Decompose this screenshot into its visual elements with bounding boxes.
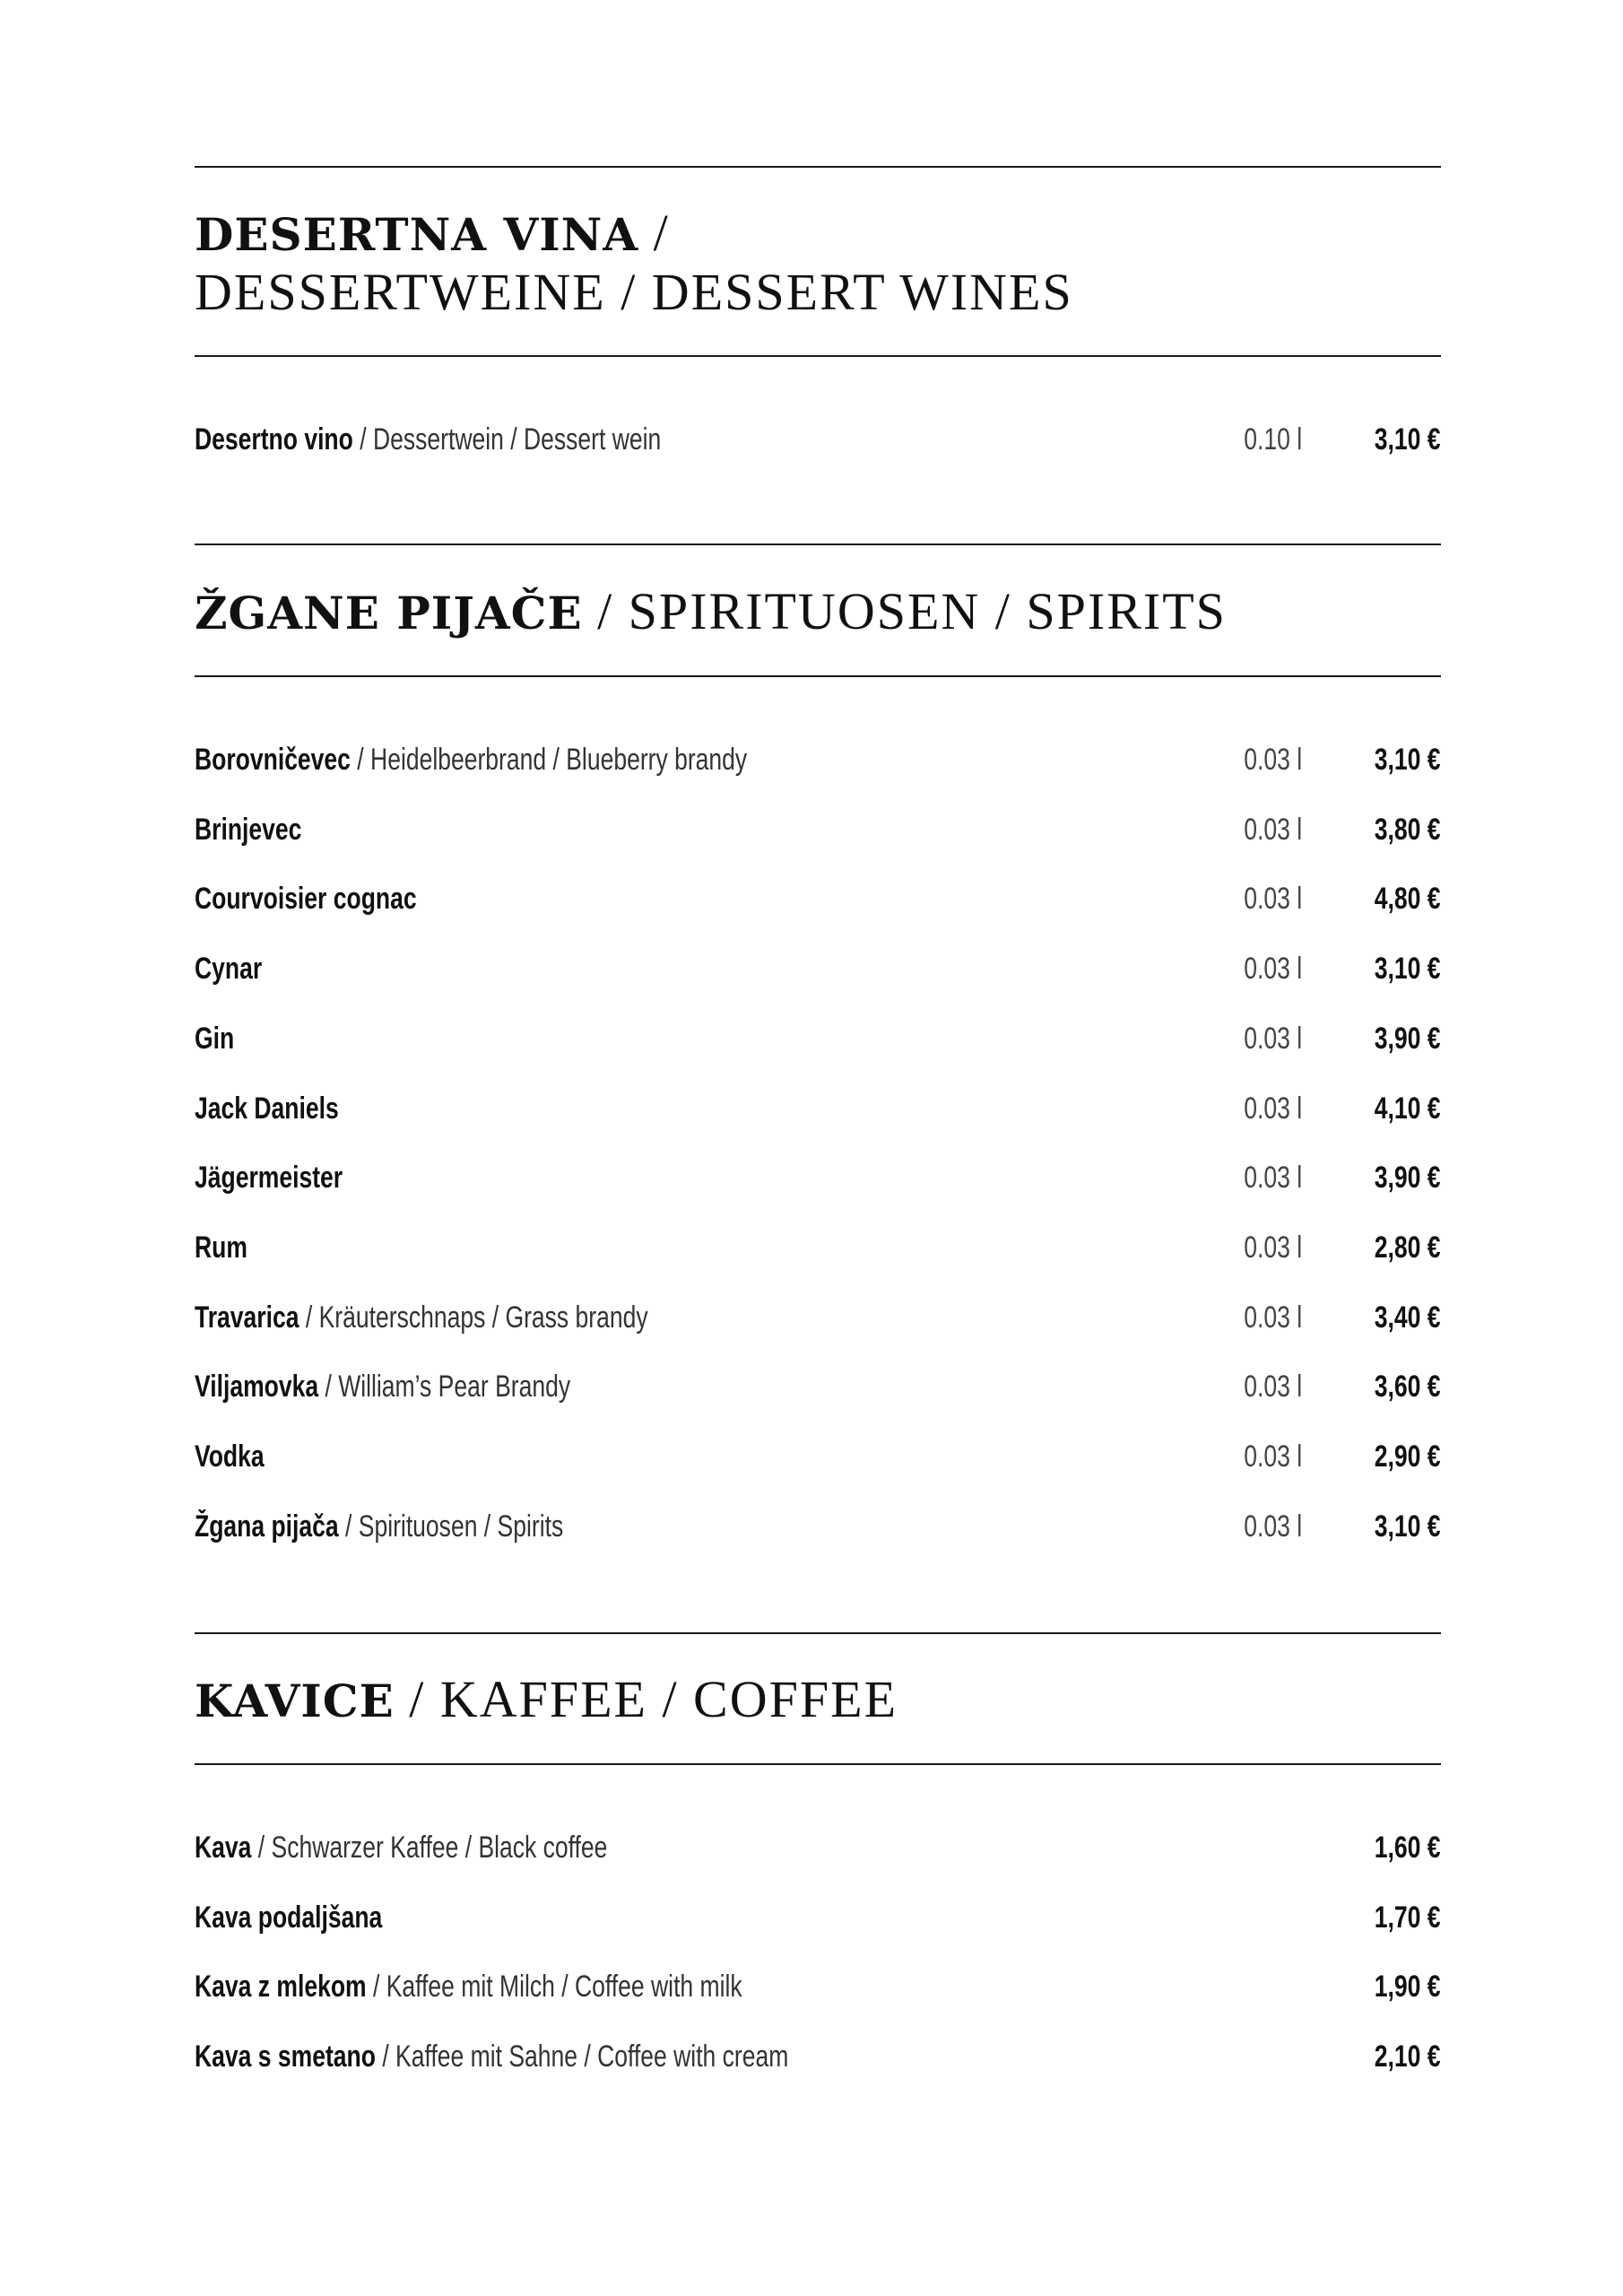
menu-item	[195, 1364, 1441, 1409]
menu-item	[195, 876, 1441, 921]
menu-item	[195, 1295, 1441, 1340]
menu-item	[195, 807, 1441, 852]
item-price: 1,70 €	[1375, 1900, 1441, 1935]
item-name: Cynar	[195, 952, 263, 987]
heading-separator: /	[638, 204, 670, 262]
item-name: Travarica	[195, 1300, 299, 1335]
heading-main: DESERTNA VINA	[195, 208, 639, 261]
section-heading-dessert-wines	[195, 204, 1441, 321]
menu-item	[195, 2034, 1441, 2079]
item-price: 4,10 €	[1375, 1091, 1441, 1126]
item-name: Jack Daniels	[195, 1091, 339, 1126]
heading-main: KAVICE	[195, 1674, 395, 1727]
item-translation: / Kaffee mit Milch / Coffee with milk	[366, 1970, 742, 2005]
item-name: Desertno vino	[195, 422, 353, 457]
section-divider	[195, 675, 1441, 677]
item-volume: 0.03 l	[1244, 952, 1302, 987]
menu-item	[195, 1434, 1441, 1479]
section-heading-coffee	[195, 1671, 1441, 1730]
item-price: 1,90 €	[1375, 1970, 1441, 2005]
item-price: 3,90 €	[1375, 1021, 1441, 1056]
item-name: Kava z mlekom	[195, 1970, 367, 2005]
menu-item	[195, 737, 1441, 782]
item-volume: 0.03 l	[1244, 1300, 1302, 1335]
item-price: 3,10 €	[1375, 952, 1441, 987]
heading-translations: / SPIRITUOSEN / SPIRITS	[582, 582, 1227, 640]
item-price: 3,80 €	[1375, 812, 1441, 847]
menu-item	[195, 1155, 1441, 1200]
item-price: 2,80 €	[1375, 1230, 1441, 1265]
item-translation: / Kaffee mit Sahne / Coffee with cream	[375, 2039, 789, 2074]
item-name: Kava	[195, 1831, 252, 1865]
item-price: 1,60 €	[1375, 1831, 1441, 1865]
item-name: Gin	[195, 1021, 235, 1056]
menu-item	[195, 1504, 1441, 1549]
item-translation: / Kräuterschnaps / Grass brandy	[299, 1300, 648, 1335]
item-name: Viljamovka	[195, 1370, 319, 1405]
item-price: 3,40 €	[1375, 1300, 1441, 1335]
item-price: 3,10 €	[1375, 422, 1441, 457]
item-translation: / Schwarzer Kaffee / Black coffee	[251, 1831, 608, 1865]
item-volume: 0.03 l	[1244, 1021, 1302, 1056]
heading-main: ŽGANE PIJAČE	[195, 587, 583, 639]
section-divider	[195, 166, 1441, 168]
heading-translations: / KAFFEE / COFFEE	[394, 1670, 898, 1728]
item-price: 4,80 €	[1375, 882, 1441, 917]
menu-item	[195, 1016, 1441, 1061]
item-translation: / Heidelbeerbrand / Blueberry brandy	[350, 743, 748, 777]
item-translation: / Dessertwein / Dessert wein	[352, 422, 662, 457]
item-name: Courvoisier cognac	[195, 882, 417, 917]
item-volume: 0.03 l	[1244, 882, 1302, 917]
item-price: 3,60 €	[1375, 1370, 1441, 1405]
item-volume: 0.03 l	[1244, 1230, 1302, 1265]
item-name: Kava s smetano	[195, 2039, 376, 2074]
menu-item	[195, 417, 1441, 462]
section-divider	[195, 355, 1441, 357]
section-divider	[195, 544, 1441, 545]
item-price: 3,90 €	[1375, 1161, 1441, 1196]
menu-item	[195, 1825, 1441, 1870]
item-volume: 0.03 l	[1244, 1161, 1302, 1196]
item-volume: 0.10 l	[1244, 422, 1302, 457]
menu-item	[195, 946, 1441, 991]
item-name: Rum	[195, 1230, 247, 1265]
heading-translations: DESSERTWEINE / DESSERT WINES	[195, 263, 1073, 321]
item-price: 3,10 €	[1375, 743, 1441, 777]
section-divider	[195, 1763, 1441, 1765]
item-price: 2,10 €	[1375, 2039, 1441, 2074]
section-divider	[195, 1632, 1441, 1634]
item-volume: 0.03 l	[1244, 812, 1302, 847]
item-price: 3,10 €	[1375, 1509, 1441, 1544]
menu-item	[195, 1895, 1441, 1940]
menu-item	[195, 1225, 1441, 1270]
section-heading-spirits	[195, 583, 1441, 642]
item-volume: 0.03 l	[1244, 1439, 1302, 1474]
item-translation: / Spirituosen / Spirits	[338, 1509, 564, 1544]
item-name: Vodka	[195, 1439, 265, 1474]
menu-item	[195, 1086, 1441, 1131]
item-name: Žgana pijača	[195, 1509, 339, 1544]
item-volume: 0.03 l	[1244, 1370, 1302, 1405]
item-name: Brinjevec	[195, 812, 302, 847]
item-name: Kava podaljšana	[195, 1900, 383, 1935]
item-volume: 0.03 l	[1244, 1091, 1302, 1126]
item-volume: 0.03 l	[1244, 743, 1302, 777]
item-volume: 0.03 l	[1244, 1509, 1302, 1544]
item-name: Borovničevec	[195, 743, 351, 777]
item-name: Jägermeister	[195, 1161, 343, 1196]
item-price: 2,90 €	[1375, 1439, 1441, 1474]
item-translation: / William’s Pear Brandy	[318, 1370, 571, 1405]
menu-item	[195, 1964, 1441, 2009]
